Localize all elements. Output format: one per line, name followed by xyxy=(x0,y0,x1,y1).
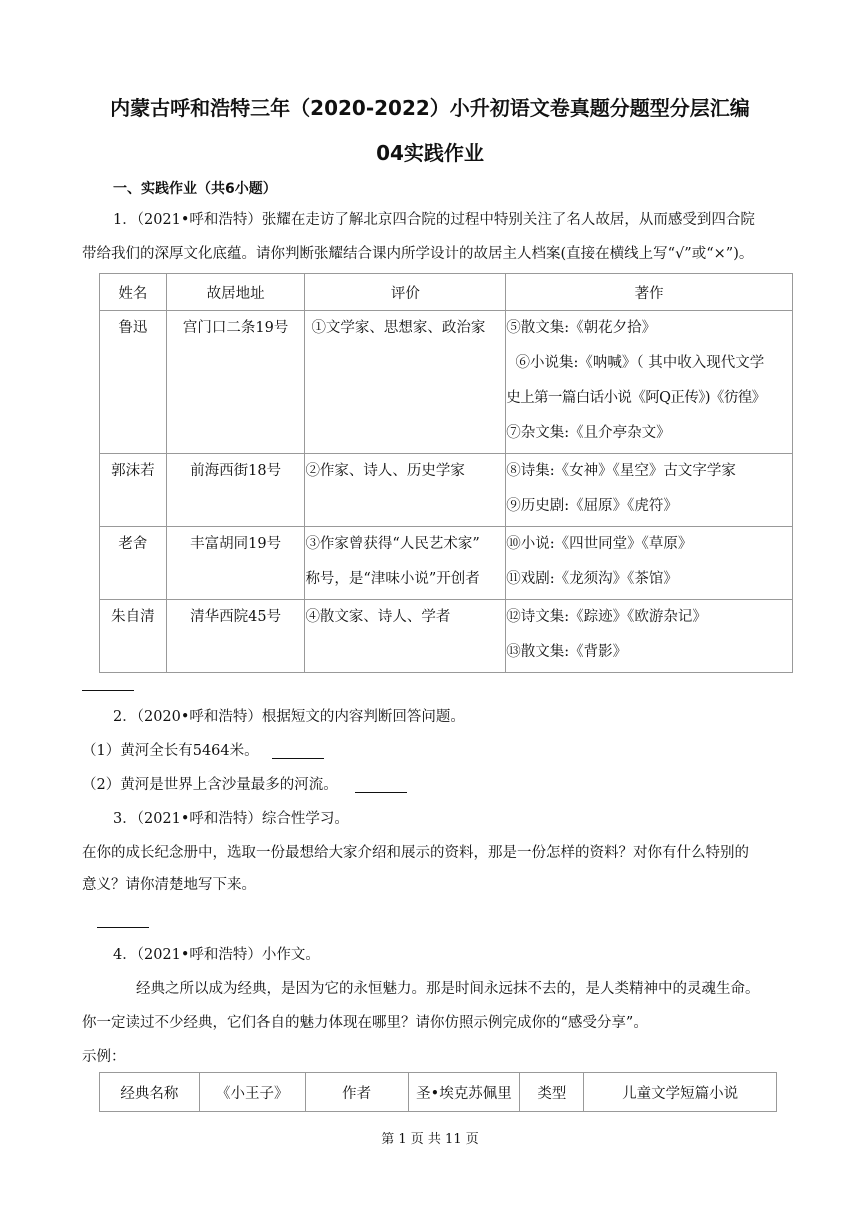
table-row xyxy=(100,454,793,527)
example-cell: 作者 xyxy=(305,1073,408,1112)
row-evaluation: ①文学家、思想家、政治家 xyxy=(311,320,486,336)
table-row xyxy=(100,1073,777,1112)
example-cell: 经典名称 xyxy=(100,1073,200,1112)
page-footer: 第 1 页 共 11 页 xyxy=(381,1132,479,1147)
row-address: 清华西院45号 xyxy=(190,609,282,625)
row-address: 前海西街18号 xyxy=(190,463,282,479)
row-works-line: ⑨历史剧:《屈原》《虎符》 xyxy=(506,498,678,514)
row-evaluation: ④散文家、诗人、学者 xyxy=(305,609,451,625)
q2-sub1: （1）黄河全长有5464米。 xyxy=(82,743,259,759)
q1-answer-blank[interactable] xyxy=(82,690,134,691)
q2-sub2: （2）黄河是世界上含沙量最多的河流。 xyxy=(82,777,338,793)
example-cell: 儿童文学短篇小说 xyxy=(584,1073,777,1112)
row-works-line: ⑫诗文集:《踪迹》《欧游杂记》 xyxy=(506,609,707,625)
q4-line2: 你一定读过不少经典，它们各自的魅力体现在哪里？请你仿照示例完成你的“感受分享”。 xyxy=(82,1015,648,1031)
row-works-line: ⑥小说集:《呐喊》（ 其中收入现代文学 xyxy=(506,355,765,371)
q2-sub1-answer-blank[interactable] xyxy=(272,758,324,759)
q3-line1: 在你的成长纪念册中，选取一份最想给大家介绍和展示的资料，那是一份怎样的资料？对你有什么特别的 xyxy=(82,845,749,861)
document-subtitle: 04实践作业 xyxy=(376,141,484,165)
q2-stem: 2．（2020•呼和浩特）根据短文的内容判断回答问题。 xyxy=(113,709,465,725)
header-address: 故居地址 xyxy=(166,274,305,311)
row-evaluation: 称号，是“津味小说”开创者 xyxy=(305,571,480,587)
table-row xyxy=(100,527,793,600)
table-row xyxy=(100,600,793,673)
q2-sub2-answer-blank[interactable] xyxy=(355,792,407,793)
q1-line2: 带给我们的深厚文化底蕴。请你判断张耀结合课内所学设计的故居主人档案(直接在横线上写“√”或“×”)。 xyxy=(82,246,754,262)
row-name: 郭沫若 xyxy=(111,463,155,479)
header-works: 著作 xyxy=(506,274,793,311)
header-evaluation: 评价 xyxy=(305,274,506,311)
example-cell: 类型 xyxy=(520,1073,584,1112)
table-header-row xyxy=(100,274,793,311)
row-address: 宫门口二条19号 xyxy=(182,320,289,336)
section-heading: 一、实践作业（共6小题） xyxy=(113,181,277,197)
row-works-line: ⑧诗集:《女神》《星空》古文字学家 xyxy=(506,463,736,479)
q3-stem: 3．（2021•呼和浩特）综合性学习。 xyxy=(113,811,349,827)
row-works-line: ⑤散文集:《朝花夕拾》 xyxy=(506,320,657,336)
table-row xyxy=(100,311,793,454)
header-name: 姓名 xyxy=(100,274,167,311)
row-evaluation: ②作家、诗人、历史学家 xyxy=(305,463,465,479)
archive-table xyxy=(99,273,793,673)
row-evaluation: ③作家曾获得“人民艺术家” xyxy=(305,536,480,552)
q3-line2: 意义？请你清楚地写下来。 xyxy=(82,877,256,893)
row-works-line: 史上第一篇白话小说《阿Q正传》)《彷徨》 xyxy=(506,390,766,406)
row-name: 鲁迅 xyxy=(118,320,148,336)
example-label: 示例： xyxy=(82,1049,126,1065)
row-works-line: ⑩小说:《四世同堂》《草原》 xyxy=(506,536,693,552)
example-table xyxy=(99,1072,777,1112)
q4-line1: 经典之所以成为经典，是因为它的永恒魅力。那是时间永远抹不去的，是人类精神中的灵魂生命。 xyxy=(136,981,760,997)
q1-line1: 1．（2021•呼和浩特）张耀在走访了解北京四合院的过程中特别关注了名人故居，从而感受到四合院 xyxy=(113,212,755,228)
row-name: 朱自清 xyxy=(111,609,155,625)
q4-stem: 4．（2021•呼和浩特）小作文。 xyxy=(113,947,320,963)
row-address: 丰富胡同19号 xyxy=(190,536,282,552)
row-works-line: ⑬散文集:《背影》 xyxy=(506,644,628,660)
document-title: 内蒙古呼和浩特三年（2020-2022）小升初语文卷真题分题型分层汇编 xyxy=(110,96,750,120)
row-works-line: ⑪戏剧:《龙须沟》《茶馆》 xyxy=(506,571,678,587)
example-cell: 圣•埃克苏佩里 xyxy=(408,1073,520,1112)
example-cell: 《小王子》 xyxy=(199,1073,305,1112)
q3-answer-blank[interactable] xyxy=(97,927,149,928)
row-name: 老舍 xyxy=(118,536,148,552)
row-works-line: ⑦杂文集:《且介亭杂文》 xyxy=(506,425,671,441)
